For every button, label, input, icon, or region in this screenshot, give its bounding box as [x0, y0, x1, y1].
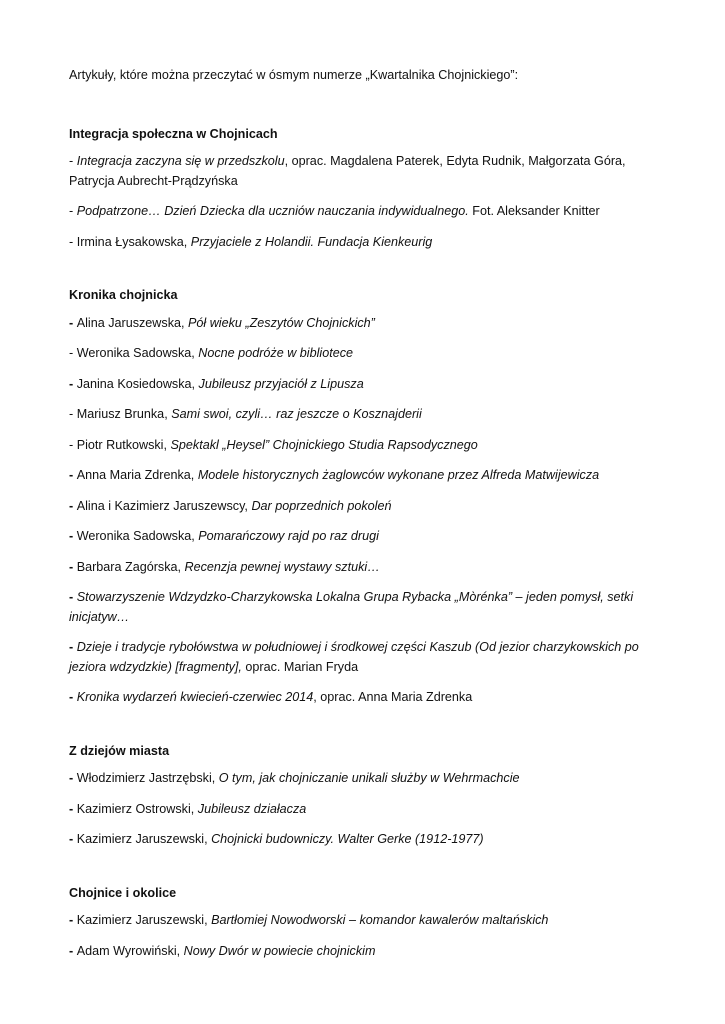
article-entry: [69, 558, 659, 578]
entry-dash: -: [69, 234, 77, 249]
entry-title: Pomarańczowy rajd po raz drugi: [198, 529, 379, 544]
entry-dash: -: [69, 437, 77, 452]
entry-title: Nocne podróże w bibliotece: [198, 346, 353, 361]
entry-dash: -: [69, 529, 77, 544]
entry-dash: -: [69, 640, 77, 655]
article-entry: [69, 344, 659, 364]
section-2: [69, 286, 659, 708]
entry-author: Anna Maria Zdrenka,: [76, 468, 198, 483]
section-1: [69, 125, 659, 253]
entry-dash: -: [69, 943, 77, 958]
article-entry: [69, 202, 659, 222]
entry-title: Sami swoi, czyli… raz jeszcze o Kosznajderii: [171, 407, 422, 422]
article-entry: [69, 314, 659, 334]
entry-author: Kazimierz Ostrowski,: [76, 801, 198, 816]
entry-dash: -: [69, 204, 77, 219]
entry-author: Irmina Łysakowska,: [76, 234, 191, 249]
entry-author: Włodzimierz Jastrzębski,: [76, 771, 219, 786]
article-entry: [69, 638, 659, 677]
section-title: Kronika chojnicka: [69, 288, 178, 303]
article-entry: [69, 405, 659, 425]
entry-title: O tym, jak chojniczanie unikali służby w Wehrmachcie: [218, 771, 520, 786]
article-entry: [69, 800, 659, 820]
entry-dash: -: [69, 559, 77, 574]
entry-title: Podpatrzone… Dzień Dziecka dla uczniów nauczania indywidualnego.: [76, 204, 469, 219]
entry-author: Mariusz Brunka,: [76, 407, 172, 422]
entry-dash: -: [69, 154, 77, 169]
entry-title: Dzieje i tradycje rybołówstwa w południowej i środkowej części Kaszub (Od jezior charzykowskich po jeziora wdzydzkie) [fragmenty],: [69, 640, 639, 674]
intro-text: Artykuły, które można przeczytać w ósmym numerze „Kwartalnika Chojnickiego”:: [69, 68, 519, 82]
article-entry: [69, 830, 659, 850]
entry-title: Jubileusz działacza: [197, 801, 307, 816]
entry-author: Weronika Sadowska,: [76, 529, 199, 544]
entry-author: Barbara Zagórska,: [76, 559, 185, 574]
entry-author: Alina i Kazimierz Jaruszewscy,: [76, 498, 252, 513]
entry-title: Bartłomiej Nowodworski – komandor kawalerów maltańskich: [211, 913, 549, 928]
entry-title: Dar poprzednich pokoleń: [251, 498, 392, 513]
entry-dash: -: [69, 832, 77, 847]
entry-credit: Fot. Aleksander Knitter: [468, 204, 600, 219]
article-entry: [69, 466, 659, 486]
entry-title: Integracja zaczyna się w przedszkolu: [76, 154, 285, 169]
entry-title: Spektakl „Heysel” Chojnickiego Studia Rapsodycznego: [170, 437, 478, 452]
section-title: Chojnice i okolice: [69, 885, 177, 900]
entry-title: Kronika wydarzeń kwiecień-czerwiec 2014: [76, 690, 314, 705]
entry-author: Weronika Sadowska,: [76, 346, 199, 361]
section-title: Z dziejów miasta: [69, 743, 170, 758]
entry-author: Kazimierz Jaruszewski,: [76, 832, 212, 847]
article-entry: [69, 527, 659, 547]
entry-title: Przyjaciele z Holandii. Fundacja Kienkeurig: [190, 234, 433, 249]
entry-dash: -: [69, 913, 77, 928]
entry-title: Recenzja pewnej wystawy sztuki…: [184, 559, 380, 574]
article-sections: [69, 125, 659, 962]
article-entry: [69, 233, 659, 253]
entry-dash: -: [69, 346, 77, 361]
entry-dash: -: [69, 315, 77, 330]
section-3: [69, 742, 659, 850]
entry-dash: -: [69, 690, 77, 705]
document-page: [69, 66, 659, 972]
article-entry: [69, 942, 659, 962]
article-entry: [69, 688, 659, 708]
entry-credit: , oprac. Magdalena Paterek, Edyta Rudnik, Małgorzata Góra, Patrycja Aubrecht-Prądzyńska: [69, 154, 626, 188]
entry-dash: -: [69, 771, 77, 786]
entry-dash: -: [69, 801, 77, 816]
article-entry: [69, 911, 659, 931]
entry-title: Stowarzyszenie Wdzydzko-Charzykowska Lokalna Grupa Rybacka „Mòrénka” – jeden pomysł, setki inicjatyw…: [69, 590, 634, 624]
entry-author: Alina Jaruszewska,: [76, 315, 188, 330]
entry-dash: -: [69, 407, 77, 422]
entry-dash: -: [69, 376, 77, 391]
entry-title: Chojnicki budowniczy. Walter Gerke (1912-1977): [211, 832, 484, 847]
entry-title: Modele historycznych żaglowców wykonane przez Alfreda Matwijewicza: [197, 468, 600, 483]
article-entry: [69, 152, 659, 191]
entry-title: Pół wieku „Zeszytów Chojnickich”: [188, 315, 375, 330]
section-title: Integracja społeczna w Chojnicach: [69, 126, 278, 141]
entry-author: Adam Wyrowiński,: [76, 943, 184, 958]
entry-dash: -: [69, 498, 77, 513]
entry-dash: -: [69, 468, 77, 483]
entry-author: Kazimierz Jaruszewski,: [76, 913, 212, 928]
entry-title: Jubileusz przyjaciół z Lipusza: [198, 376, 364, 391]
entry-credit: , oprac. Anna Maria Zdrenka: [313, 690, 473, 705]
entry-author: Janina Kosiedowska,: [76, 376, 199, 391]
article-entry: [69, 436, 659, 456]
article-entry: [69, 588, 659, 627]
entry-title: Nowy Dwór w powiecie chojnickim: [183, 943, 376, 958]
entry-author: Piotr Rutkowski,: [76, 437, 171, 452]
article-entry: [69, 497, 659, 517]
article-entry: [69, 375, 659, 395]
entry-credit: oprac. Marian Fryda: [241, 659, 359, 674]
entry-dash: -: [69, 590, 77, 605]
article-entry: [69, 769, 659, 789]
section-4: [69, 884, 659, 962]
